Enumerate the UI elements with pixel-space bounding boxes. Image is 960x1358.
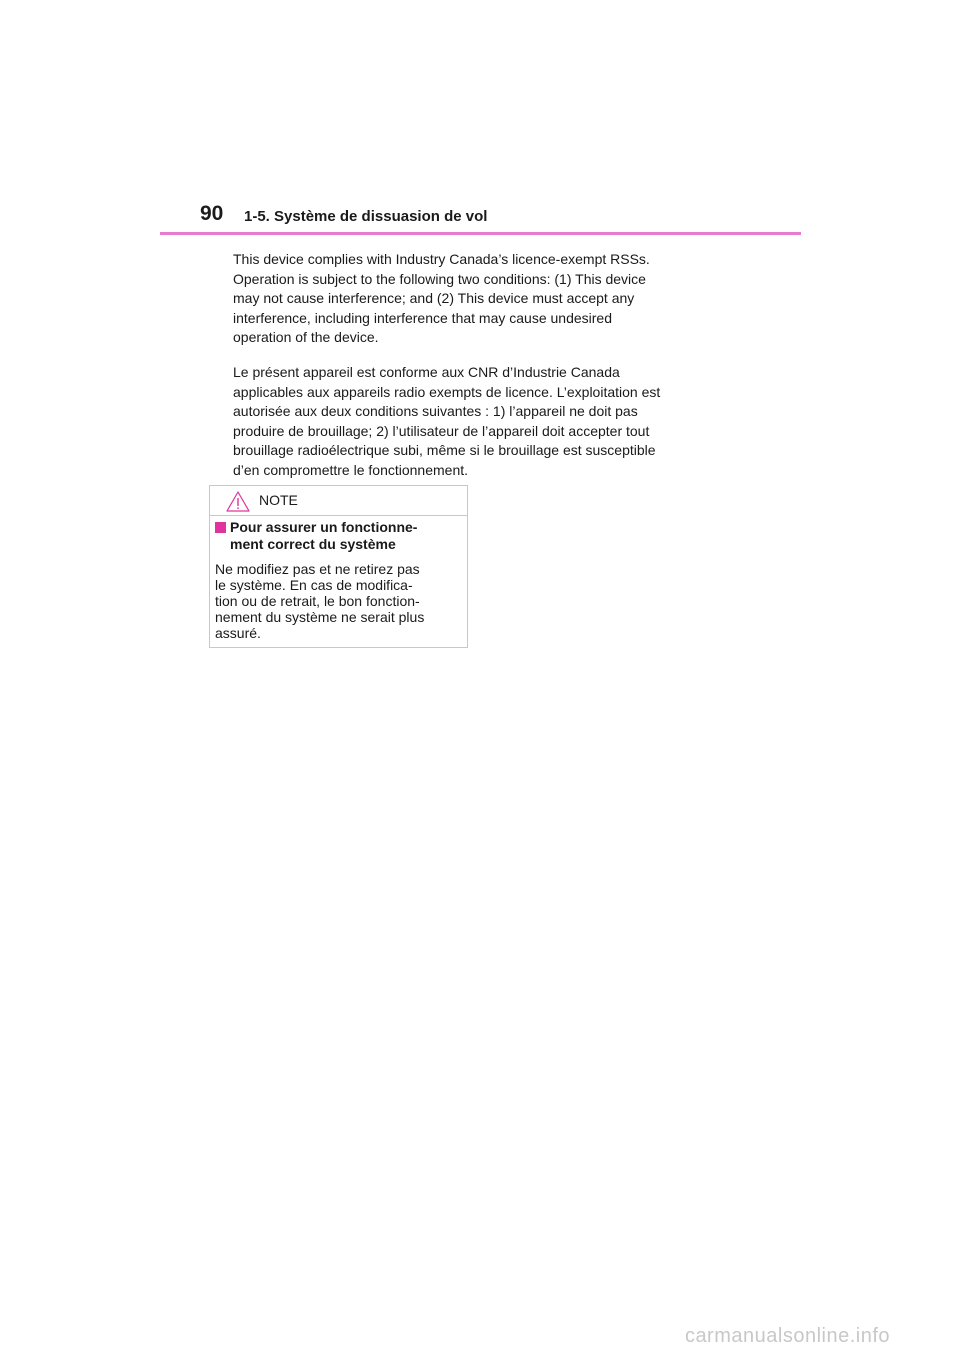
note-body-line: Ne modifiez pas et ne retirez pas bbox=[215, 561, 420, 577]
paragraph-line: Le présent appareil est conforme aux CNR d’Industrie Canada bbox=[233, 364, 620, 380]
paragraph-line: applicables aux appareils radio exempts de licence. L’exploitation est bbox=[233, 383, 661, 400]
page-header bbox=[200, 202, 800, 232]
paragraph-line: produire de brouillage; 2) l’utilisateur de l’appareil doit accepter tout bbox=[233, 422, 650, 439]
note-body-line: nement du système ne serait plus bbox=[215, 609, 425, 625]
note-body-line: assuré. bbox=[215, 625, 261, 641]
paragraph-english bbox=[233, 250, 713, 348]
header-rule bbox=[160, 232, 801, 235]
paragraph-line: operation of the device. bbox=[233, 329, 379, 345]
page-number: 90 bbox=[200, 202, 224, 225]
note-heading-line: ment correct du système bbox=[230, 536, 396, 552]
paragraph-french bbox=[233, 363, 713, 480]
section-title: 1-5. Système de dissuasion de vol bbox=[244, 208, 488, 225]
watermark: carmanualsonline.info bbox=[684, 1325, 890, 1347]
note-box bbox=[209, 485, 468, 648]
note-body-line: tion ou de retrait, le bon fonction- bbox=[215, 593, 420, 609]
note-heading-line: Pour assurer un fonctionne- bbox=[230, 519, 418, 535]
note-heading bbox=[215, 519, 465, 553]
note-body-line: le système. En cas de modifica- bbox=[215, 577, 413, 593]
note-body bbox=[215, 561, 465, 641]
paragraph-line: Operation is subject to the following two conditions: (1) This device bbox=[233, 270, 646, 287]
paragraph-line: autorisée aux deux conditions suivantes : 1) l’appareil ne doit pas bbox=[233, 403, 638, 419]
paragraph-line: This device complies with Industry Canada’s licence-exempt RSSs. bbox=[233, 251, 650, 267]
paragraph-line: interference, including interference that may cause undesired bbox=[233, 309, 612, 326]
warning-triangle-icon bbox=[226, 491, 250, 512]
paragraph-line: may not cause interference; and (2) This device must accept any bbox=[233, 290, 635, 306]
paragraph-line: d’en compromettre le fonctionnement. bbox=[233, 461, 469, 478]
note-header bbox=[210, 486, 467, 516]
note-label: NOTE bbox=[259, 492, 298, 508]
square-bullet-icon bbox=[215, 522, 226, 533]
paragraph-line: brouillage radioélectrique subi, même si le brouillage est susceptible bbox=[233, 442, 656, 458]
